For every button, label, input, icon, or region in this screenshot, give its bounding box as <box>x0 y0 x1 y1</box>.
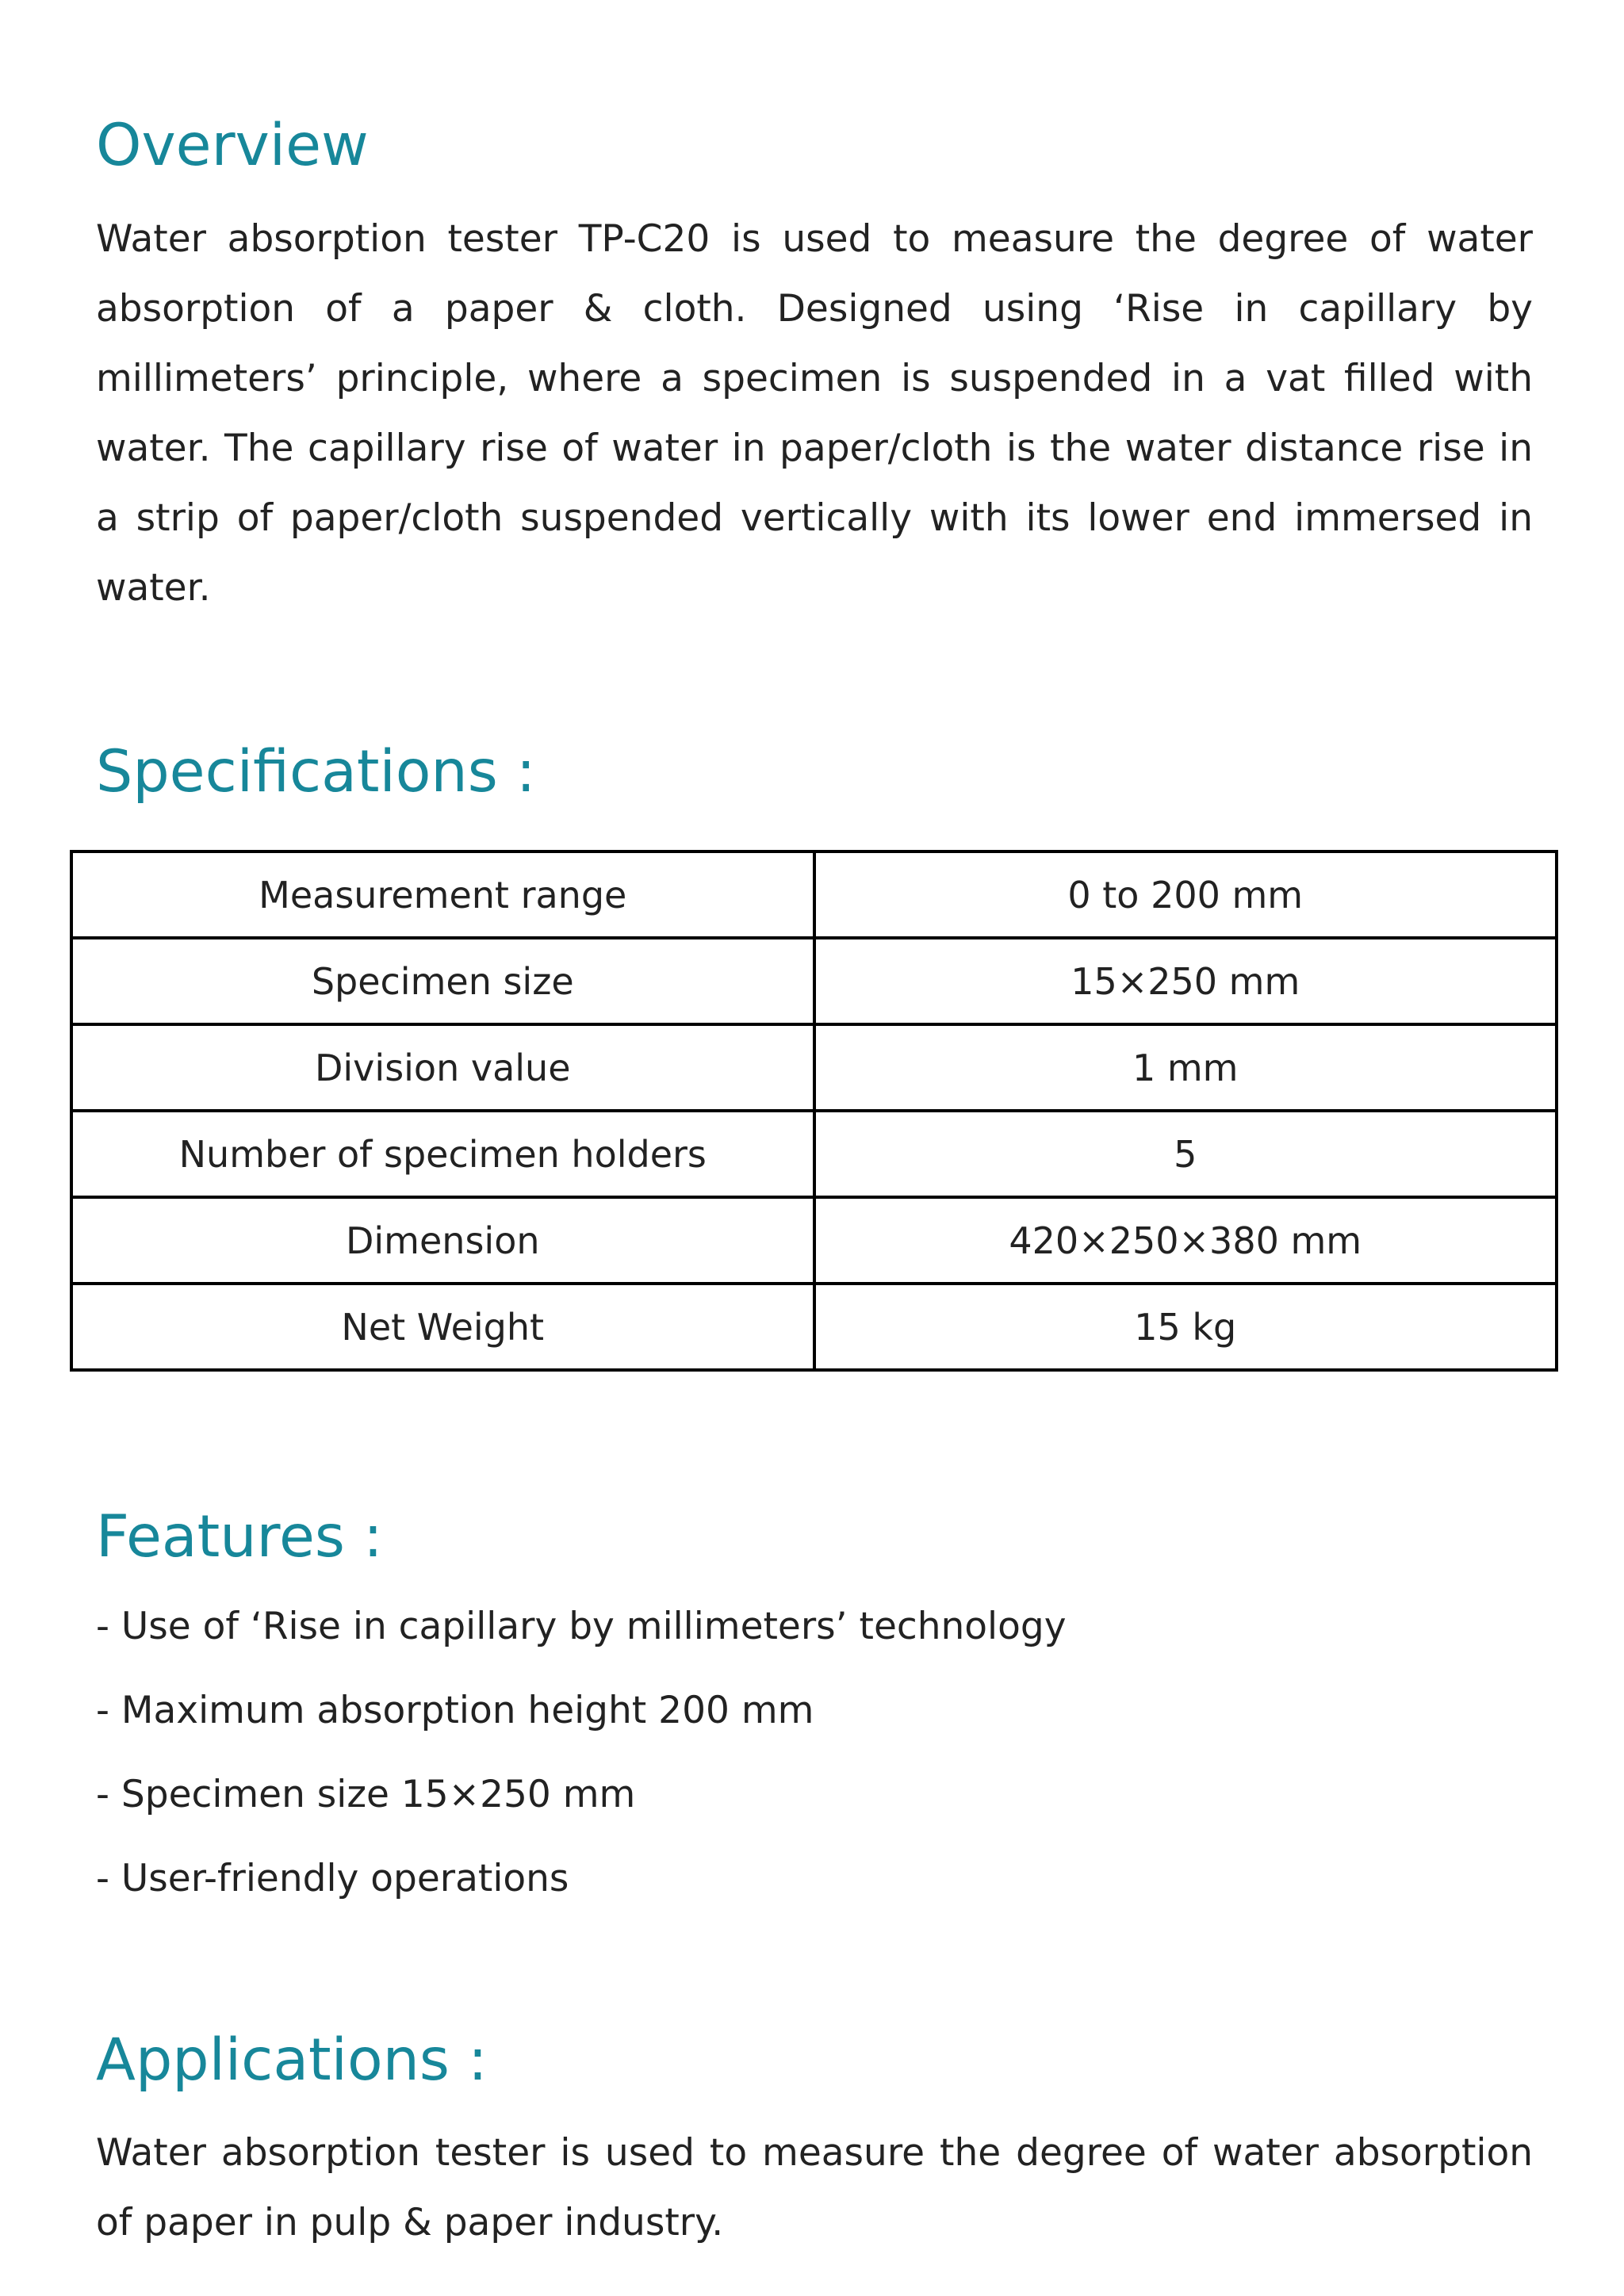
table-row <box>71 1197 1557 1284</box>
features-heading: Features : <box>96 1503 383 1571</box>
spec-value: 15×250 mm <box>814 938 1557 1024</box>
table-row <box>71 1284 1557 1370</box>
list-item: - User-friendly operations <box>96 1857 569 1900</box>
table-row <box>71 1024 1557 1111</box>
spec-value: 1 mm <box>814 1024 1557 1111</box>
specifications-heading: Specifications : <box>96 738 536 806</box>
specifications-table <box>70 850 1558 1372</box>
spec-label: Measurement range <box>71 851 814 938</box>
spec-value: 0 to 200 mm <box>814 851 1557 938</box>
table-row <box>71 1111 1557 1197</box>
spec-label: Number of specimen holders <box>71 1111 814 1197</box>
spec-value: 5 <box>814 1111 1557 1197</box>
spec-label: Net Weight <box>71 1284 814 1370</box>
overview-heading: Overview <box>96 112 369 179</box>
spec-value: 420×250×380 mm <box>814 1197 1557 1284</box>
overview-text: Water absorption tester TP-C20 is used to measure the degree of water absorption of a paper & cloth. Designed using ‘Rise in capillary by millimeters’ principle, where a specimen is suspended in a vat filled with water. The capillary rise of water in paper/cloth is the water distance rise in a strip of paper/cloth suspended vertically with its lower end immersed in water. <box>96 217 1533 610</box>
table-row <box>71 938 1557 1024</box>
table-row <box>71 851 1557 938</box>
spec-label: Specimen size <box>71 938 814 1024</box>
applications-text: Water absorption tester is used to measure the degree of water absorption of paper in pulp & paper industry. <box>96 2131 1533 2244</box>
list-item: - Specimen size 15×250 mm <box>96 1773 636 1816</box>
features-list <box>96 1594 1067 1930</box>
spec-label: Division value <box>71 1024 814 1111</box>
list-item: - Use of ‘Rise in capillary by millimeters’ technology <box>96 1605 1067 1648</box>
applications-heading: Applications : <box>96 2026 488 2094</box>
list-item: - Maximum absorption height 200 mm <box>96 1689 814 1732</box>
spec-value: 15 kg <box>814 1284 1557 1370</box>
spec-label: Dimension <box>71 1197 814 1284</box>
